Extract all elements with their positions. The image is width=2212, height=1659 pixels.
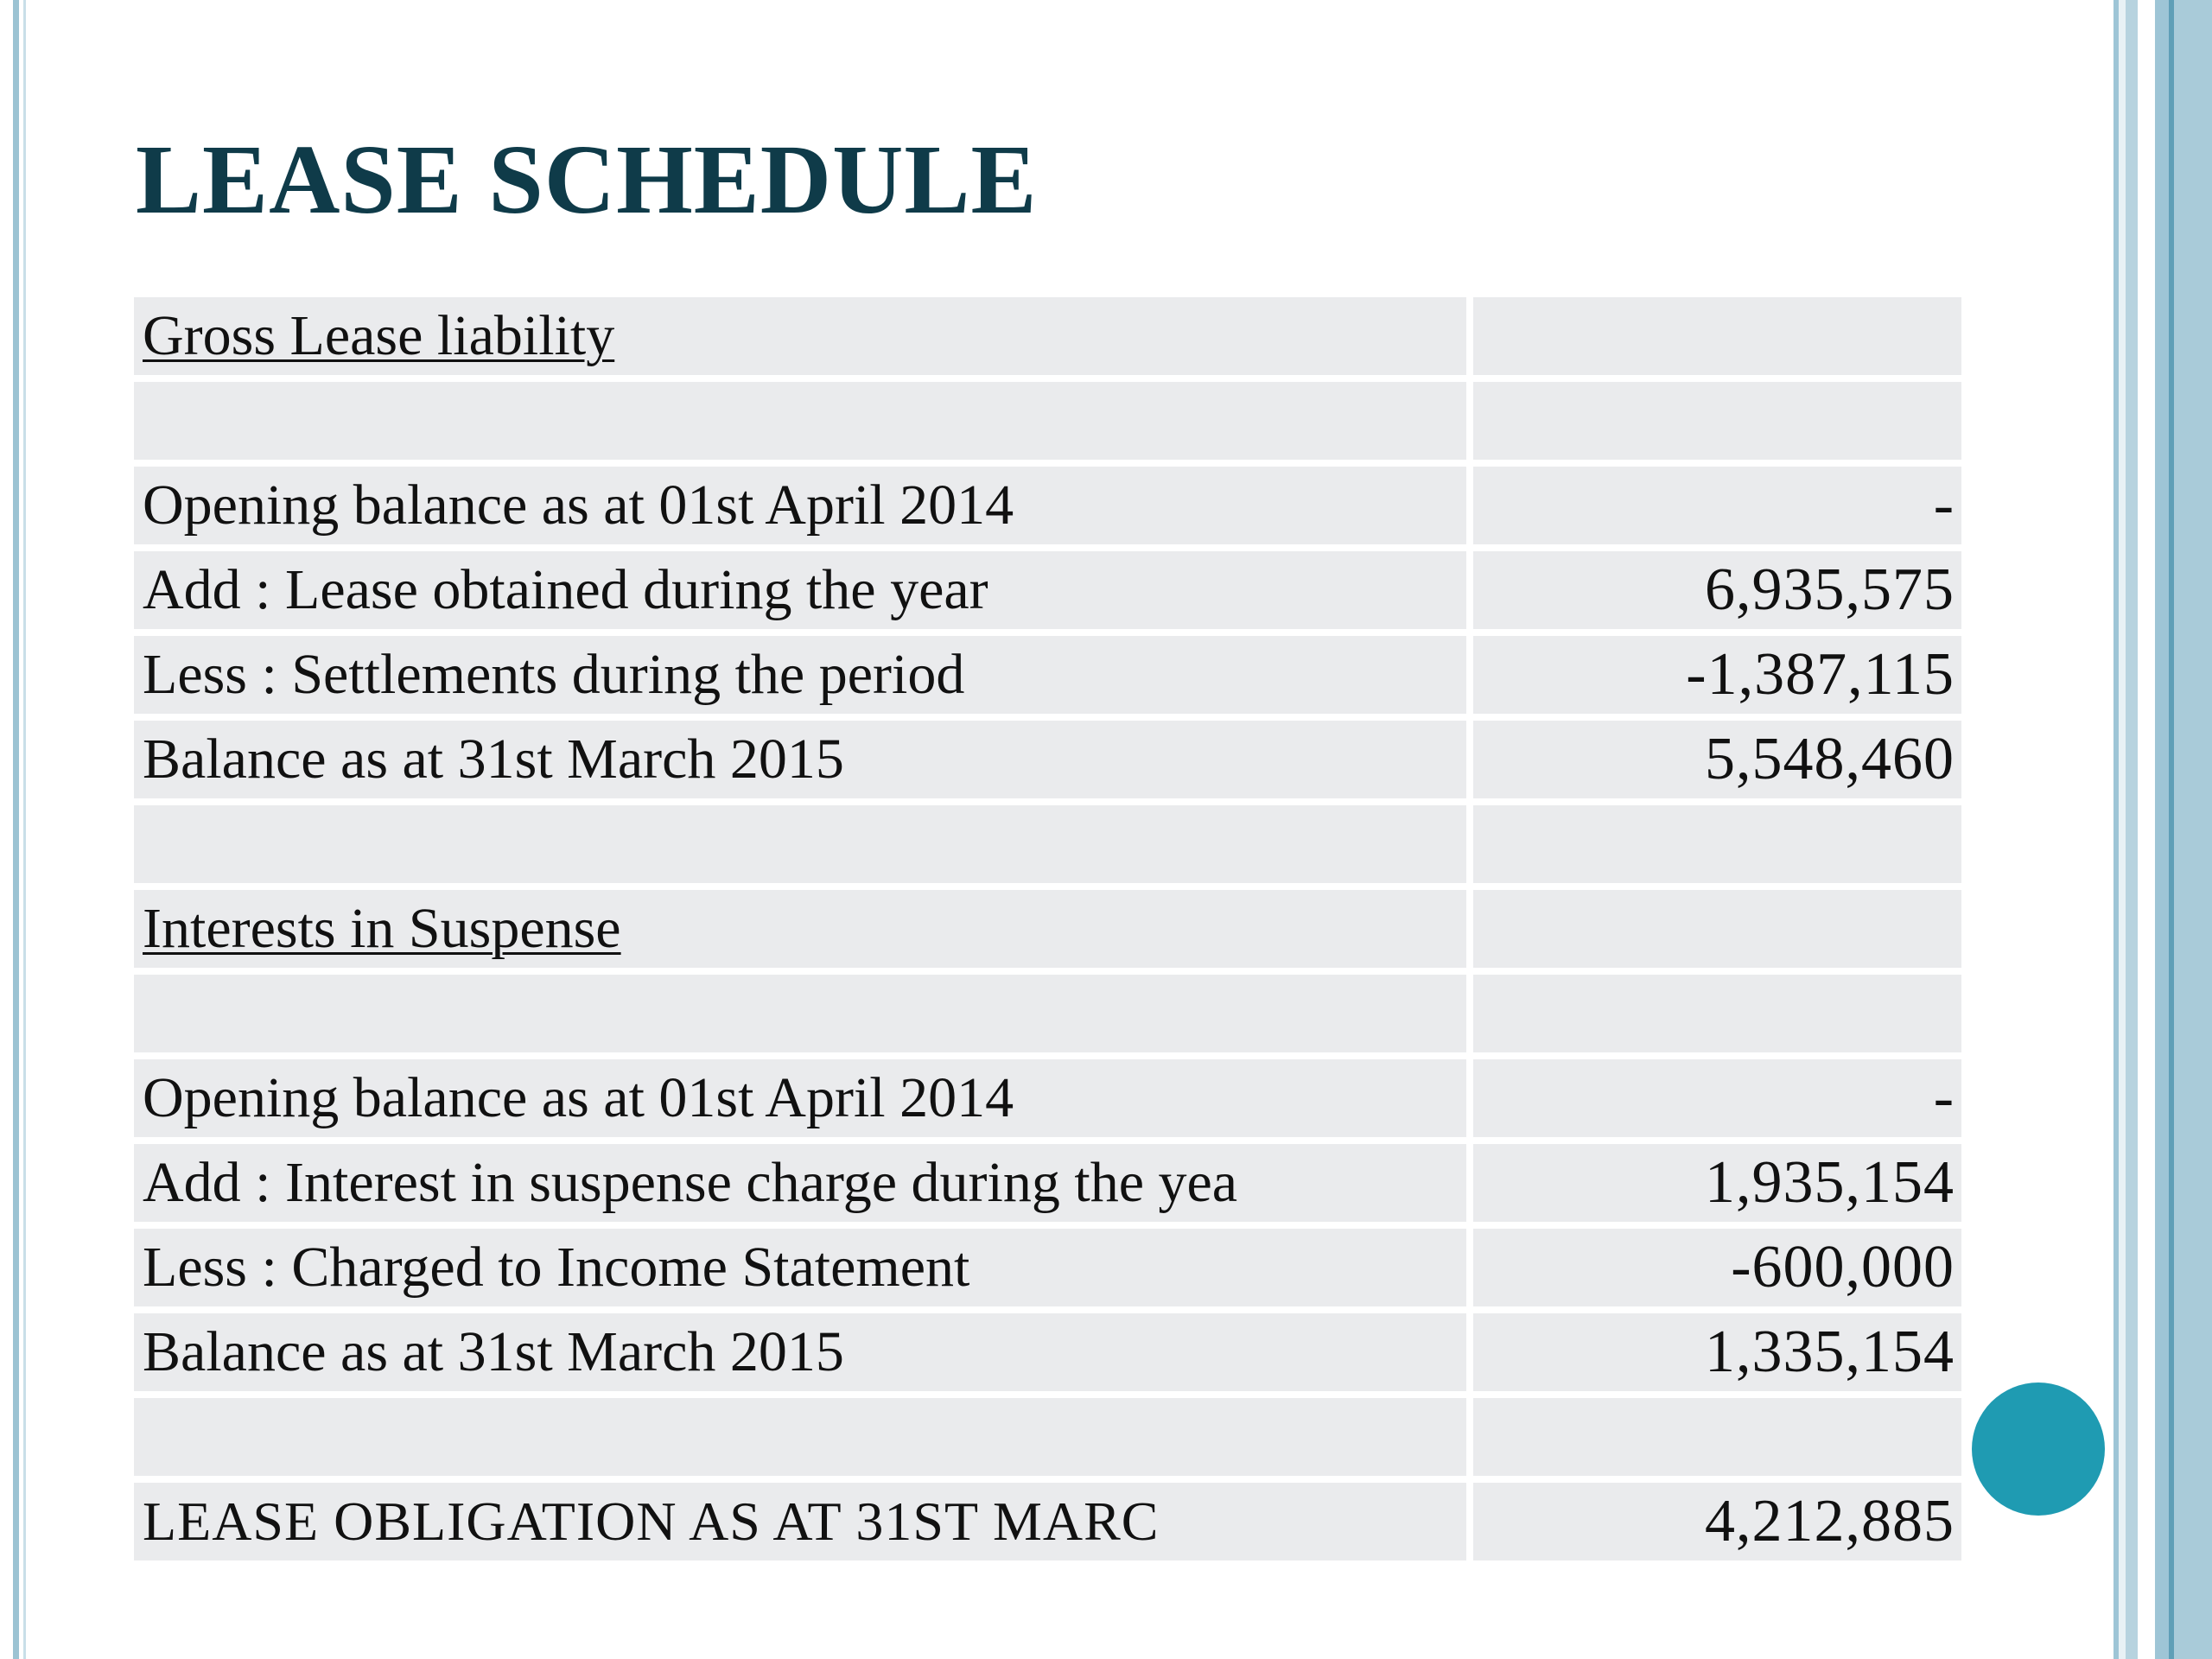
row-value-cell [1473, 1483, 1961, 1560]
table-row [134, 975, 1970, 1059]
row-value-cell [1473, 1398, 1961, 1476]
row-label: Balance as at 31st March 2015 [143, 728, 844, 791]
right-decorative-frame [2113, 0, 2212, 1659]
row-label-cell [134, 975, 1466, 1052]
row-value: 1,935,154 [1705, 1149, 1955, 1216]
row-label-cell [134, 1483, 1466, 1560]
row-value: -1,387,115 [1686, 641, 1955, 708]
row-label: Less : Charged to Income Statement [143, 1236, 970, 1299]
row-label-cell [134, 382, 1466, 460]
row-value: - [1933, 1065, 1955, 1131]
row-label: Add : Interest in suspense charge during the yea [143, 1151, 1238, 1214]
row-value-cell [1473, 297, 1961, 375]
row-label: Opening balance as at 01st April 2014 [143, 1066, 1014, 1129]
row-value-cell [1473, 382, 1961, 460]
table-row [134, 551, 1970, 636]
frame-stripe [2138, 0, 2155, 1659]
section-heading-interests-in-suspense: Interests in Suspense [143, 897, 621, 960]
row-label-cell [134, 467, 1466, 544]
table-row [134, 1144, 1970, 1229]
table-row [134, 721, 1970, 805]
slide-title: LEASE SCHEDULE [136, 124, 1038, 234]
row-label-cell [134, 890, 1466, 968]
table-row [134, 297, 1970, 382]
row-label-cell [134, 1144, 1466, 1222]
frame-stripe [2119, 0, 2126, 1659]
left-border-line [13, 0, 19, 1659]
row-value-cell [1473, 1313, 1961, 1391]
row-label-cell [134, 1229, 1466, 1306]
row-value-cell [1473, 1059, 1961, 1137]
row-value-cell [1473, 721, 1961, 798]
table-row [134, 890, 1970, 975]
lease-obligation-value: 4,212,885 [1705, 1488, 1955, 1554]
frame-stripe [2155, 0, 2169, 1659]
row-value-cell [1473, 975, 1961, 1052]
row-label-cell [134, 1059, 1466, 1137]
left-border-line-inner [23, 0, 26, 1659]
row-value: -600,000 [1731, 1234, 1955, 1300]
row-label-cell [134, 1313, 1466, 1391]
row-value-cell [1473, 1144, 1961, 1222]
row-value-cell [1473, 805, 1961, 883]
row-label-cell [134, 805, 1466, 883]
lease-schedule-table [134, 297, 1970, 1567]
row-label: Less : Settlements during the period [143, 643, 965, 706]
row-label: Opening balance as at 01st April 2014 [143, 474, 1014, 537]
table-row [134, 382, 1970, 467]
row-label-cell [134, 551, 1466, 629]
row-value-cell [1473, 636, 1961, 714]
table-row [134, 1313, 1970, 1398]
table-row [134, 1483, 1970, 1567]
table-row [134, 1229, 1970, 1313]
section-heading-gross-lease: Gross Lease liability [143, 304, 615, 367]
table-row [134, 1059, 1970, 1144]
frame-stripe [2174, 0, 2212, 1659]
table-row [134, 636, 1970, 721]
row-label-cell [134, 297, 1466, 375]
table-row [134, 1398, 1970, 1483]
row-label-cell [134, 636, 1466, 714]
row-value-cell [1473, 467, 1961, 544]
row-value: 6,935,575 [1705, 556, 1955, 623]
decorative-circle [1972, 1382, 2105, 1516]
row-label: Balance as at 31st March 2015 [143, 1320, 844, 1383]
row-value-cell [1473, 1229, 1961, 1306]
lease-obligation-label: LEASE OBLIGATION AS AT 31ST MARC [143, 1491, 1160, 1552]
row-label-cell [134, 721, 1466, 798]
row-label: Add : Lease obtained during the year [143, 558, 988, 621]
table-row [134, 467, 1970, 551]
frame-stripe [2126, 0, 2138, 1659]
row-value: - [1933, 472, 1955, 538]
row-value: 1,335,154 [1705, 1319, 1955, 1385]
row-value-cell [1473, 551, 1961, 629]
row-value-cell [1473, 890, 1961, 968]
row-value: 5,548,460 [1705, 726, 1955, 792]
table-row [134, 805, 1970, 890]
row-label-cell [134, 1398, 1466, 1476]
